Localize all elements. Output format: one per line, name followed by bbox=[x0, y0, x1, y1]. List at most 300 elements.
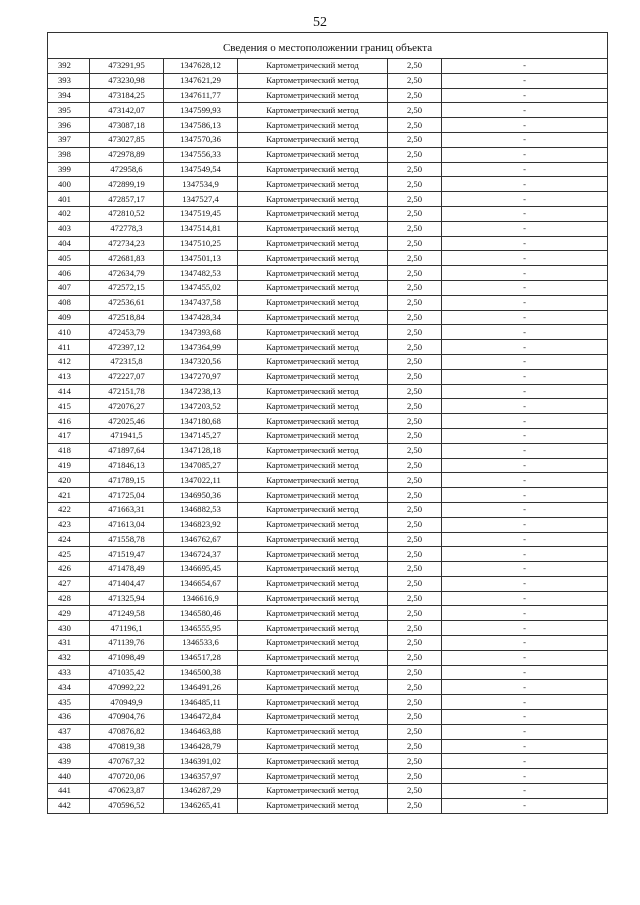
accuracy-cell: 2,50 bbox=[388, 384, 442, 399]
point-number-cell: 429 bbox=[48, 606, 90, 621]
y-coordinate-cell: 1346391,02 bbox=[164, 754, 238, 769]
method-cell: Картометрический метод bbox=[238, 295, 388, 310]
y-coordinate-cell: 1347022,11 bbox=[164, 473, 238, 488]
note-cell: - bbox=[442, 517, 608, 532]
accuracy-cell: 2,50 bbox=[388, 621, 442, 636]
y-coordinate-cell: 1347514,81 bbox=[164, 221, 238, 236]
x-coordinate-cell: 471404,47 bbox=[90, 576, 164, 591]
note-cell: - bbox=[442, 724, 608, 739]
table-row bbox=[48, 118, 608, 133]
y-coordinate-cell: 1346533,6 bbox=[164, 636, 238, 651]
method-cell: Картометрический метод bbox=[238, 798, 388, 813]
y-coordinate-cell: 1346823,92 bbox=[164, 517, 238, 532]
x-coordinate-cell: 472778,3 bbox=[90, 221, 164, 236]
y-coordinate-cell: 1347128,18 bbox=[164, 443, 238, 458]
method-cell: Картометрический метод bbox=[238, 236, 388, 251]
table-row bbox=[48, 739, 608, 754]
note-cell: - bbox=[442, 621, 608, 636]
y-coordinate-cell: 1347238,13 bbox=[164, 384, 238, 399]
accuracy-cell: 2,50 bbox=[388, 354, 442, 369]
accuracy-cell: 2,50 bbox=[388, 488, 442, 503]
table-row bbox=[48, 769, 608, 784]
method-cell: Картометрический метод bbox=[238, 488, 388, 503]
table-row bbox=[48, 710, 608, 725]
method-cell: Картометрический метод bbox=[238, 266, 388, 281]
note-cell: - bbox=[442, 266, 608, 281]
point-number-cell: 404 bbox=[48, 236, 90, 251]
x-coordinate-cell: 471249,58 bbox=[90, 606, 164, 621]
method-cell: Картометрический метод bbox=[238, 458, 388, 473]
method-cell: Картометрический метод bbox=[238, 532, 388, 547]
note-cell: - bbox=[442, 221, 608, 236]
method-cell: Картометрический метод bbox=[238, 177, 388, 192]
accuracy-cell: 2,50 bbox=[388, 295, 442, 310]
point-number-cell: 432 bbox=[48, 650, 90, 665]
table-row bbox=[48, 562, 608, 577]
accuracy-cell: 2,50 bbox=[388, 754, 442, 769]
table-row bbox=[48, 88, 608, 103]
x-coordinate-cell: 470596,52 bbox=[90, 798, 164, 813]
y-coordinate-cell: 1346287,29 bbox=[164, 784, 238, 799]
method-cell: Картометрический метод bbox=[238, 310, 388, 325]
x-coordinate-cell: 472810,52 bbox=[90, 206, 164, 221]
table-row bbox=[48, 473, 608, 488]
point-number-cell: 409 bbox=[48, 310, 90, 325]
note-cell: - bbox=[442, 73, 608, 88]
table-row bbox=[48, 621, 608, 636]
point-number-cell: 435 bbox=[48, 695, 90, 710]
point-number-cell: 411 bbox=[48, 340, 90, 355]
accuracy-cell: 2,50 bbox=[388, 88, 442, 103]
point-number-cell: 433 bbox=[48, 665, 90, 680]
x-coordinate-cell: 472958,6 bbox=[90, 162, 164, 177]
point-number-cell: 428 bbox=[48, 591, 90, 606]
method-cell: Картометрический метод bbox=[238, 562, 388, 577]
accuracy-cell: 2,50 bbox=[388, 547, 442, 562]
x-coordinate-cell: 471196,1 bbox=[90, 621, 164, 636]
method-cell: Картометрический метод bbox=[238, 606, 388, 621]
table-row bbox=[48, 340, 608, 355]
point-number-cell: 441 bbox=[48, 784, 90, 799]
y-coordinate-cell: 1347611,77 bbox=[164, 88, 238, 103]
y-coordinate-cell: 1347570,36 bbox=[164, 132, 238, 147]
point-number-cell: 436 bbox=[48, 710, 90, 725]
x-coordinate-cell: 472151,78 bbox=[90, 384, 164, 399]
point-number-cell: 406 bbox=[48, 266, 90, 281]
y-coordinate-cell: 1346491,26 bbox=[164, 680, 238, 695]
y-coordinate-cell: 1346357,97 bbox=[164, 769, 238, 784]
y-coordinate-cell: 1346695,45 bbox=[164, 562, 238, 577]
point-number-cell: 442 bbox=[48, 798, 90, 813]
method-cell: Картометрический метод bbox=[238, 621, 388, 636]
note-cell: - bbox=[442, 680, 608, 695]
x-coordinate-cell: 472899,19 bbox=[90, 177, 164, 192]
note-cell: - bbox=[442, 695, 608, 710]
point-number-cell: 410 bbox=[48, 325, 90, 340]
point-number-cell: 414 bbox=[48, 384, 90, 399]
x-coordinate-cell: 471846,13 bbox=[90, 458, 164, 473]
x-coordinate-cell: 471478,49 bbox=[90, 562, 164, 577]
table-row bbox=[48, 192, 608, 207]
method-cell: Картометрический метод bbox=[238, 325, 388, 340]
accuracy-cell: 2,50 bbox=[388, 606, 442, 621]
x-coordinate-cell: 471941,5 bbox=[90, 428, 164, 443]
y-coordinate-cell: 1347549,54 bbox=[164, 162, 238, 177]
method-cell: Картометрический метод bbox=[238, 399, 388, 414]
point-number-cell: 413 bbox=[48, 369, 90, 384]
y-coordinate-cell: 1347599,93 bbox=[164, 103, 238, 118]
accuracy-cell: 2,50 bbox=[388, 251, 442, 266]
y-coordinate-cell: 1346485,11 bbox=[164, 695, 238, 710]
point-number-cell: 392 bbox=[48, 59, 90, 74]
y-coordinate-cell: 1347437,58 bbox=[164, 295, 238, 310]
y-coordinate-cell: 1347519,45 bbox=[164, 206, 238, 221]
x-coordinate-cell: 471139,76 bbox=[90, 636, 164, 651]
x-coordinate-cell: 472315,8 bbox=[90, 354, 164, 369]
table-row bbox=[48, 636, 608, 651]
x-coordinate-cell: 471325,94 bbox=[90, 591, 164, 606]
table-row bbox=[48, 532, 608, 547]
x-coordinate-cell: 471558,78 bbox=[90, 532, 164, 547]
table-row bbox=[48, 266, 608, 281]
x-coordinate-cell: 473230,98 bbox=[90, 73, 164, 88]
x-coordinate-cell: 470949,9 bbox=[90, 695, 164, 710]
accuracy-cell: 2,50 bbox=[388, 769, 442, 784]
accuracy-cell: 2,50 bbox=[388, 266, 442, 281]
y-coordinate-cell: 1346265,41 bbox=[164, 798, 238, 813]
table-row bbox=[48, 103, 608, 118]
note-cell: - bbox=[442, 710, 608, 725]
y-coordinate-cell: 1346428,79 bbox=[164, 739, 238, 754]
table-title-row bbox=[48, 38, 608, 59]
y-coordinate-cell: 1347482,53 bbox=[164, 266, 238, 281]
note-cell: - bbox=[442, 591, 608, 606]
note-cell: - bbox=[442, 547, 608, 562]
y-coordinate-cell: 1347145,27 bbox=[164, 428, 238, 443]
table-row bbox=[48, 517, 608, 532]
point-number-cell: 437 bbox=[48, 724, 90, 739]
note-cell: - bbox=[442, 162, 608, 177]
method-cell: Картометрический метод bbox=[238, 754, 388, 769]
method-cell: Картометрический метод bbox=[238, 473, 388, 488]
accuracy-cell: 2,50 bbox=[388, 221, 442, 236]
method-cell: Картометрический метод bbox=[238, 103, 388, 118]
point-number-cell: 400 bbox=[48, 177, 90, 192]
point-number-cell: 420 bbox=[48, 473, 90, 488]
y-coordinate-cell: 1346950,36 bbox=[164, 488, 238, 503]
method-cell: Картометрический метод bbox=[238, 739, 388, 754]
table-row bbox=[48, 236, 608, 251]
note-cell: - bbox=[442, 562, 608, 577]
note-cell: - bbox=[442, 650, 608, 665]
accuracy-cell: 2,50 bbox=[388, 798, 442, 813]
y-coordinate-cell: 1347393,68 bbox=[164, 325, 238, 340]
method-cell: Картометрический метод bbox=[238, 147, 388, 162]
table-row bbox=[48, 665, 608, 680]
x-coordinate-cell: 471789,15 bbox=[90, 473, 164, 488]
y-coordinate-cell: 1347364,99 bbox=[164, 340, 238, 355]
point-number-cell: 419 bbox=[48, 458, 90, 473]
point-number-cell: 412 bbox=[48, 354, 90, 369]
method-cell: Картометрический метод bbox=[238, 636, 388, 651]
table-row bbox=[48, 369, 608, 384]
x-coordinate-cell: 472634,79 bbox=[90, 266, 164, 281]
note-cell: - bbox=[442, 769, 608, 784]
note-cell: - bbox=[442, 280, 608, 295]
note-cell: - bbox=[442, 665, 608, 680]
point-number-cell: 440 bbox=[48, 769, 90, 784]
y-coordinate-cell: 1346517,28 bbox=[164, 650, 238, 665]
x-coordinate-cell: 471663,31 bbox=[90, 502, 164, 517]
method-cell: Картометрический метод bbox=[238, 502, 388, 517]
table-row bbox=[48, 162, 608, 177]
accuracy-cell: 2,50 bbox=[388, 310, 442, 325]
method-cell: Картометрический метод bbox=[238, 251, 388, 266]
method-cell: Картометрический метод bbox=[238, 59, 388, 74]
method-cell: Картометрический метод bbox=[238, 650, 388, 665]
x-coordinate-cell: 470876,82 bbox=[90, 724, 164, 739]
table-row bbox=[48, 384, 608, 399]
table-row bbox=[48, 488, 608, 503]
table-row bbox=[48, 591, 608, 606]
method-cell: Картометрический метод bbox=[238, 769, 388, 784]
y-coordinate-cell: 1347180,68 bbox=[164, 414, 238, 429]
method-cell: Картометрический метод bbox=[238, 132, 388, 147]
table-row bbox=[48, 754, 608, 769]
x-coordinate-cell: 472734,23 bbox=[90, 236, 164, 251]
point-number-cell: 439 bbox=[48, 754, 90, 769]
point-number-cell: 422 bbox=[48, 502, 90, 517]
method-cell: Картометрический метод bbox=[238, 206, 388, 221]
x-coordinate-cell: 472453,79 bbox=[90, 325, 164, 340]
point-number-cell: 405 bbox=[48, 251, 90, 266]
point-number-cell: 425 bbox=[48, 547, 90, 562]
accuracy-cell: 2,50 bbox=[388, 576, 442, 591]
y-coordinate-cell: 1347621,29 bbox=[164, 73, 238, 88]
y-coordinate-cell: 1347320,56 bbox=[164, 354, 238, 369]
accuracy-cell: 2,50 bbox=[388, 428, 442, 443]
table-row bbox=[48, 650, 608, 665]
accuracy-cell: 2,50 bbox=[388, 562, 442, 577]
point-number-cell: 407 bbox=[48, 280, 90, 295]
note-cell: - bbox=[442, 147, 608, 162]
point-number-cell: 415 bbox=[48, 399, 90, 414]
method-cell: Картометрический метод bbox=[238, 384, 388, 399]
method-cell: Картометрический метод bbox=[238, 73, 388, 88]
point-number-cell: 417 bbox=[48, 428, 90, 443]
table-row bbox=[48, 147, 608, 162]
note-cell: - bbox=[442, 739, 608, 754]
point-number-cell: 408 bbox=[48, 295, 90, 310]
x-coordinate-cell: 470904,76 bbox=[90, 710, 164, 725]
boundary-table-container bbox=[47, 32, 607, 814]
method-cell: Картометрический метод bbox=[238, 695, 388, 710]
note-cell: - bbox=[442, 576, 608, 591]
method-cell: Картометрический метод bbox=[238, 428, 388, 443]
y-coordinate-cell: 1347270,97 bbox=[164, 369, 238, 384]
y-coordinate-cell: 1347203,52 bbox=[164, 399, 238, 414]
table-row bbox=[48, 502, 608, 517]
table-row bbox=[48, 295, 608, 310]
x-coordinate-cell: 472536,61 bbox=[90, 295, 164, 310]
accuracy-cell: 2,50 bbox=[388, 162, 442, 177]
x-coordinate-cell: 473291,95 bbox=[90, 59, 164, 74]
y-coordinate-cell: 1347455,02 bbox=[164, 280, 238, 295]
table-row bbox=[48, 280, 608, 295]
method-cell: Картометрический метод bbox=[238, 369, 388, 384]
y-coordinate-cell: 1346580,46 bbox=[164, 606, 238, 621]
x-coordinate-cell: 473087,18 bbox=[90, 118, 164, 133]
table-row bbox=[48, 221, 608, 236]
method-cell: Картометрический метод bbox=[238, 784, 388, 799]
note-cell: - bbox=[442, 206, 608, 221]
method-cell: Картометрический метод bbox=[238, 680, 388, 695]
table-row bbox=[48, 310, 608, 325]
method-cell: Картометрический метод bbox=[238, 221, 388, 236]
point-number-cell: 438 bbox=[48, 739, 90, 754]
table-row bbox=[48, 680, 608, 695]
x-coordinate-cell: 472076,27 bbox=[90, 399, 164, 414]
accuracy-cell: 2,50 bbox=[388, 132, 442, 147]
accuracy-cell: 2,50 bbox=[388, 280, 442, 295]
table-row bbox=[48, 132, 608, 147]
method-cell: Картометрический метод bbox=[238, 665, 388, 680]
point-number-cell: 395 bbox=[48, 103, 90, 118]
accuracy-cell: 2,50 bbox=[388, 236, 442, 251]
table-row bbox=[48, 59, 608, 74]
note-cell: - bbox=[442, 784, 608, 799]
y-coordinate-cell: 1347085,27 bbox=[164, 458, 238, 473]
point-number-cell: 431 bbox=[48, 636, 90, 651]
note-cell: - bbox=[442, 132, 608, 147]
point-number-cell: 430 bbox=[48, 621, 90, 636]
note-cell: - bbox=[442, 192, 608, 207]
point-number-cell: 421 bbox=[48, 488, 90, 503]
note-cell: - bbox=[442, 340, 608, 355]
point-number-cell: 423 bbox=[48, 517, 90, 532]
x-coordinate-cell: 471725,04 bbox=[90, 488, 164, 503]
table-row bbox=[48, 547, 608, 562]
boundary-coordinates-table bbox=[47, 32, 608, 814]
point-number-cell: 399 bbox=[48, 162, 90, 177]
point-number-cell: 418 bbox=[48, 443, 90, 458]
y-coordinate-cell: 1347501,13 bbox=[164, 251, 238, 266]
note-cell: - bbox=[442, 754, 608, 769]
x-coordinate-cell: 471519,47 bbox=[90, 547, 164, 562]
note-cell: - bbox=[442, 502, 608, 517]
accuracy-cell: 2,50 bbox=[388, 784, 442, 799]
table-row bbox=[48, 458, 608, 473]
x-coordinate-cell: 471613,04 bbox=[90, 517, 164, 532]
note-cell: - bbox=[442, 251, 608, 266]
accuracy-cell: 2,50 bbox=[388, 710, 442, 725]
point-number-cell: 402 bbox=[48, 206, 90, 221]
note-cell: - bbox=[442, 399, 608, 414]
table-row bbox=[48, 576, 608, 591]
accuracy-cell: 2,50 bbox=[388, 650, 442, 665]
accuracy-cell: 2,50 bbox=[388, 340, 442, 355]
x-coordinate-cell: 471897,64 bbox=[90, 443, 164, 458]
y-coordinate-cell: 1346762,67 bbox=[164, 532, 238, 547]
accuracy-cell: 2,50 bbox=[388, 325, 442, 340]
accuracy-cell: 2,50 bbox=[388, 369, 442, 384]
x-coordinate-cell: 470819,38 bbox=[90, 739, 164, 754]
x-coordinate-cell: 473027,85 bbox=[90, 132, 164, 147]
point-number-cell: 401 bbox=[48, 192, 90, 207]
table-row bbox=[48, 724, 608, 739]
accuracy-cell: 2,50 bbox=[388, 532, 442, 547]
accuracy-cell: 2,50 bbox=[388, 517, 442, 532]
method-cell: Картометрический метод bbox=[238, 340, 388, 355]
y-coordinate-cell: 1347534,9 bbox=[164, 177, 238, 192]
table-row bbox=[48, 399, 608, 414]
note-cell: - bbox=[442, 473, 608, 488]
x-coordinate-cell: 472227,07 bbox=[90, 369, 164, 384]
y-coordinate-cell: 1346616,9 bbox=[164, 591, 238, 606]
table-row bbox=[48, 206, 608, 221]
accuracy-cell: 2,50 bbox=[388, 665, 442, 680]
x-coordinate-cell: 472978,89 bbox=[90, 147, 164, 162]
y-coordinate-cell: 1347628,12 bbox=[164, 59, 238, 74]
table-title: Сведения о местоположении границ объекта bbox=[48, 38, 608, 59]
x-coordinate-cell: 471035,42 bbox=[90, 665, 164, 680]
accuracy-cell: 2,50 bbox=[388, 636, 442, 651]
method-cell: Картометрический метод bbox=[238, 724, 388, 739]
method-cell: Картометрический метод bbox=[238, 118, 388, 133]
method-cell: Картометрический метод bbox=[238, 517, 388, 532]
note-cell: - bbox=[442, 118, 608, 133]
table-row bbox=[48, 784, 608, 799]
table-body bbox=[48, 33, 608, 814]
accuracy-cell: 2,50 bbox=[388, 473, 442, 488]
note-cell: - bbox=[442, 369, 608, 384]
note-cell: - bbox=[442, 428, 608, 443]
point-number-cell: 424 bbox=[48, 532, 90, 547]
accuracy-cell: 2,50 bbox=[388, 458, 442, 473]
accuracy-cell: 2,50 bbox=[388, 414, 442, 429]
method-cell: Картометрический метод bbox=[238, 162, 388, 177]
note-cell: - bbox=[442, 606, 608, 621]
accuracy-cell: 2,50 bbox=[388, 177, 442, 192]
table-row bbox=[48, 606, 608, 621]
point-number-cell: 427 bbox=[48, 576, 90, 591]
page-number: 52 bbox=[313, 15, 327, 30]
method-cell: Картометрический метод bbox=[238, 443, 388, 458]
table-row bbox=[48, 695, 608, 710]
accuracy-cell: 2,50 bbox=[388, 502, 442, 517]
accuracy-cell: 2,50 bbox=[388, 192, 442, 207]
note-cell: - bbox=[442, 458, 608, 473]
y-coordinate-cell: 1346463,88 bbox=[164, 724, 238, 739]
note-cell: - bbox=[442, 636, 608, 651]
note-cell: - bbox=[442, 384, 608, 399]
table-row bbox=[48, 325, 608, 340]
accuracy-cell: 2,50 bbox=[388, 399, 442, 414]
accuracy-cell: 2,50 bbox=[388, 739, 442, 754]
note-cell: - bbox=[442, 325, 608, 340]
note-cell: - bbox=[442, 310, 608, 325]
table-row bbox=[48, 428, 608, 443]
x-coordinate-cell: 470623,87 bbox=[90, 784, 164, 799]
table-row bbox=[48, 251, 608, 266]
y-coordinate-cell: 1347527,4 bbox=[164, 192, 238, 207]
table-row bbox=[48, 798, 608, 813]
method-cell: Картометрический метод bbox=[238, 547, 388, 562]
accuracy-cell: 2,50 bbox=[388, 118, 442, 133]
point-number-cell: 397 bbox=[48, 132, 90, 147]
method-cell: Картометрический метод bbox=[238, 576, 388, 591]
x-coordinate-cell: 472397,12 bbox=[90, 340, 164, 355]
